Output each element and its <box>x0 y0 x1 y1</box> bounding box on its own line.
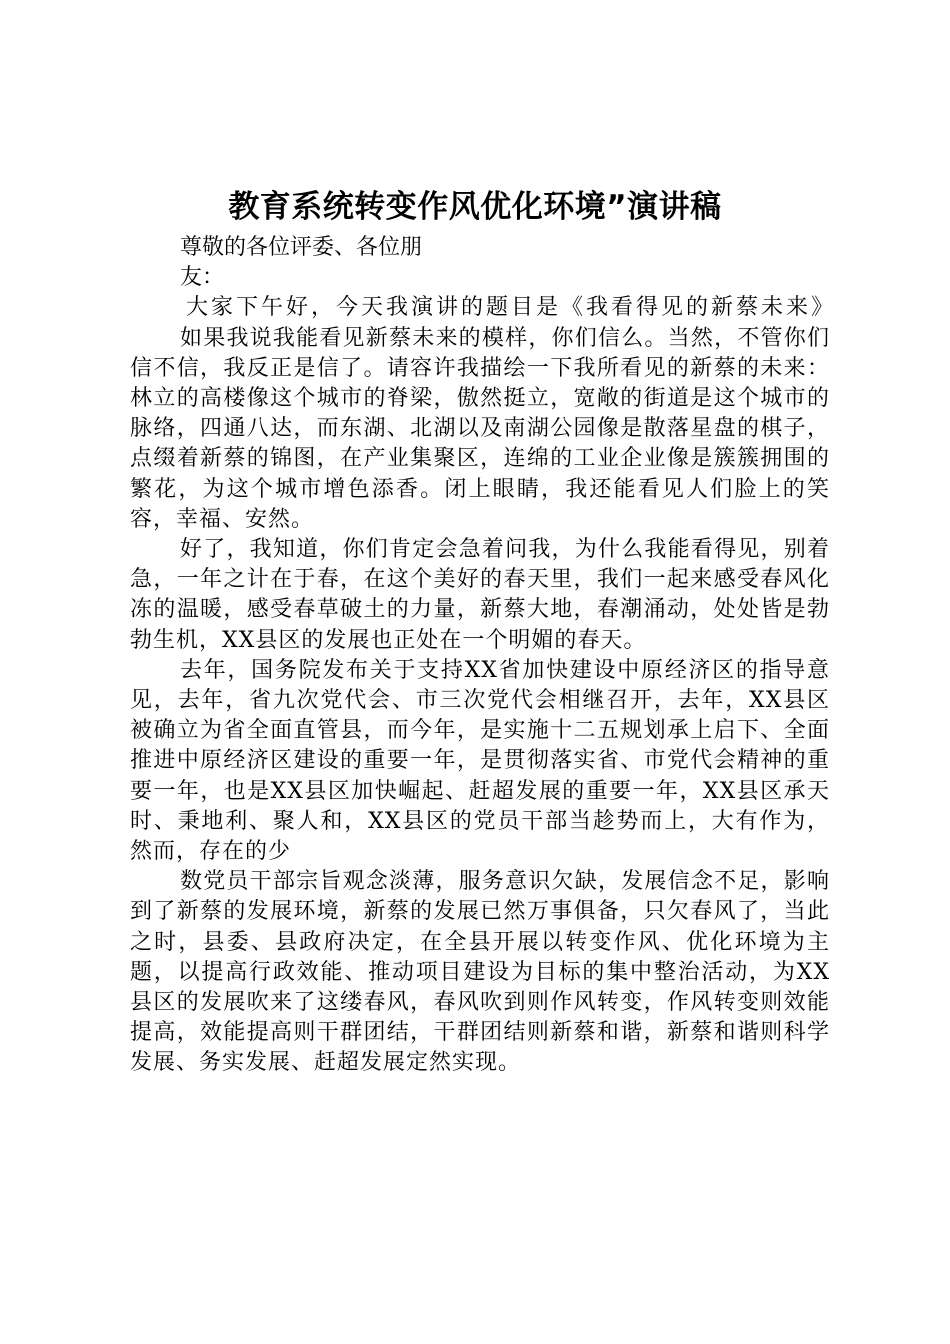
document-title: 教育系统转变作风优化环境”演讲稿 <box>228 189 722 225</box>
salutation: 尊敬的各位评委、各位朋友： <box>180 235 423 291</box>
body-paragraph-3: 去年，国务院发布关于支持XX省加快建设中原经济区的指导意见，去年，省九次党代会、市三次党代会相继召开，去年，XX县区被确立为省全面直管县，而今年，是实施十二五规划承上启下、全面推进中原经济区建设的重要一年，是贯彻落实省、市党代会精神的重要一年，也是XX县区加快崛起、赶超发展的重要一年，XX县区承天时、秉地利、聚人和，XX县区的党员干部当趁势而上，大有作为，然而，存在的少 <box>130 657 830 865</box>
body-paragraph-2: 好了，我知道，你们肯定会急着问我，为什么我能看得见，别着急，一年之计在于春，在这个美好的春天里，我们一起来感受春风化冻的温暖，感受春草破土的力量，新蔡大地，春潮涌动，处处皆是勃勃生机，XX县区的发展也正处在一个明媚的春天。 <box>130 537 830 653</box>
document-body <box>130 233 837 1079</box>
body-paragraph-1: 如果我说我能看见新蔡未来的模样，你们信么。当然，不管你们信不信，我反正是信了。请容许我描绘一下我所看见的新蔡的未来：林立的高楼像这个城市的脊梁，傲然挺立，宽敞的街道是这个城市的脉络，四通八达，而东湖、北湖以及南湖公园像是散落星盘的棋子，点缀着新蔡的锦图，在产业集聚区，连绵的工业企业像是簇簇拥围的繁花，为这个城市增色添香。闭上眼睛，我还能看见人们脸上的笑容，幸福、安然。 <box>130 325 830 532</box>
body-paragraph-4: 数党员干部宗旨观念淡薄，服务意识欠缺，发展信念不足，影响到了新蔡的发展环境，新蔡的发展已然万事俱备，只欠春风了，当此之时，县委、县政府决定，在全县开展以转变作风、优化环境为主题，以提高行政效能、推动项目建设为目标的集中整治活动，为XX县区的发展吹来了这缕春风，春风吹到则作风转变，作风转变则效能提高，效能提高则干群团结，干群团结则新蔡和谐，新蔡和谐则科学发展、务实发展、赶超发展定然实现。 <box>130 869 830 1076</box>
opening-paragraph: 大家下午好，今天我演讲的题目是《我看得见的新蔡未来》 <box>186 295 837 321</box>
